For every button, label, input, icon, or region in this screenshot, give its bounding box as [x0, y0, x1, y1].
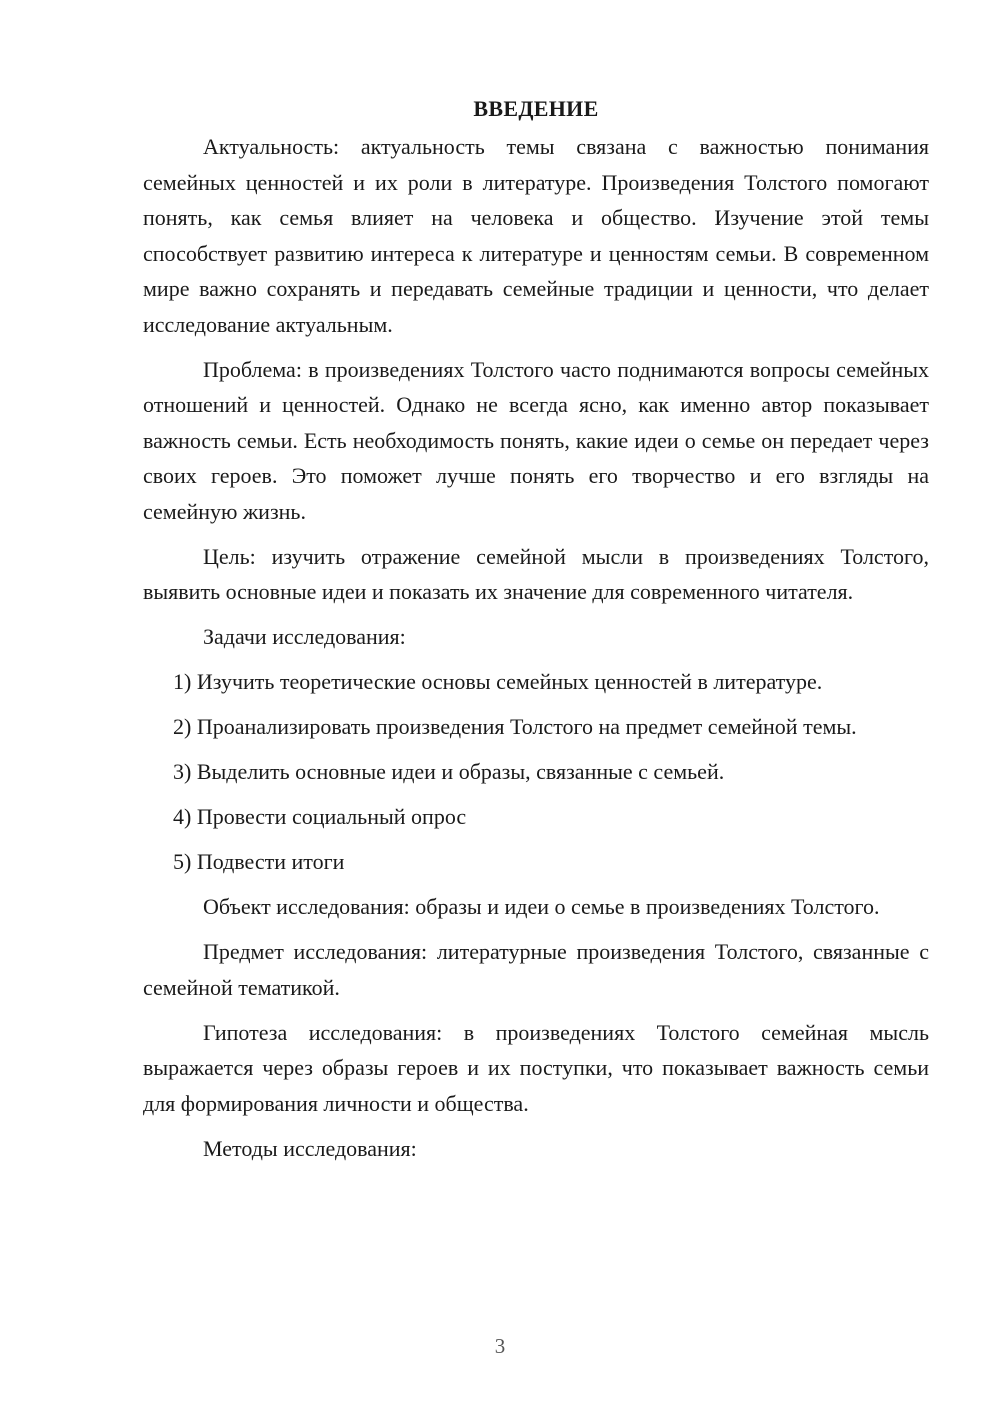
- task-item: 4) Провести социальный опрос: [173, 804, 467, 829]
- page-title: ВВЕДЕНИЕ: [473, 96, 599, 121]
- hypothesis-paragraph: Гипотеза исследования: в произведениях Толстого семейная мысль выражается через образы героев и их поступки, что показывает важность семьи для формирования личности и общества.: [143, 1019, 929, 1116]
- task-item: 3) Выделить основные идеи и образы, связанные с семьей.: [173, 759, 725, 784]
- relevance-paragraph: Актуальность: актуальность темы связана с важностью понимания семейных ценностей и их роли в литературе. Произведения Толстого помогают понять, как семья влияет на человека и общество. Изучение этой темы способствует развитию интереса к литературе и ценностям семьи. В современном мире важно сохранять и передавать семейные традиции и ценности, что делает исследование актуальным.: [143, 134, 929, 337]
- tasks-heading: Задачи исследования:: [203, 624, 406, 649]
- problem-paragraph: Проблема: в произведениях Толстого часто поднимаются вопросы семейных отношений и ценностей. Однако не всегда ясно, как именно автор показывает важность семьи. Есть необходимость понять, какие идеи о семье он передает через своих героев. Это поможет лучше понять его творчество и его взгляды на семейную жизнь.: [143, 356, 929, 524]
- task-item: 1) Изучить теоретические основы семейных ценностей в литературе.: [173, 669, 823, 694]
- methods-heading: Методы исследования:: [203, 1135, 417, 1161]
- task-item: 5) Подвести итоги: [173, 849, 345, 874]
- goal-paragraph: Цель: изучить отражение семейной мысли в произведениях Толстого, выявить основные идеи и показать их значение для современного читателя.: [143, 543, 929, 604]
- object-paragraph: Объект исследования: образы и идеи о семье в произведениях Толстого.: [203, 894, 880, 919]
- task-item: 2) Проанализировать произведения Толстого на предмет семейной темы.: [173, 714, 857, 739]
- document-page: [143, 92, 929, 1166]
- page-number: 3: [494, 1334, 506, 1358]
- subject-paragraph: Предмет исследования: литературные произведения Толстого, связанные с семейной тематикой.: [143, 939, 929, 1000]
